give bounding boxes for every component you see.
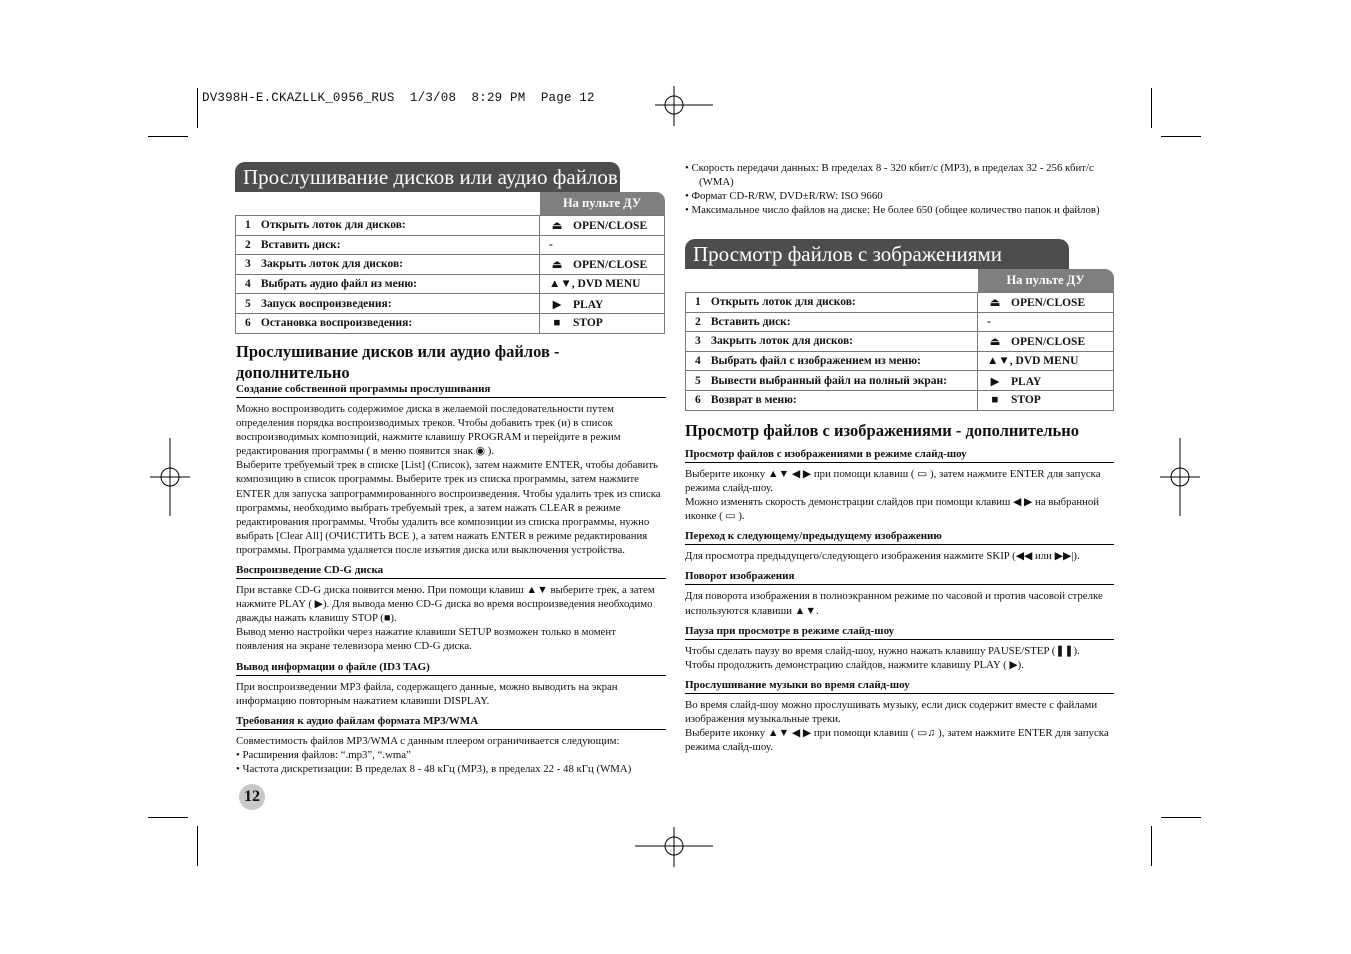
paragraph: Во время слайд-шоу можно прослушивать музыку, если диск содержит вместе с файлами изображения музыкальные треки. (685, 698, 1098, 725)
table-row: 5 Запуск воспроизведения: ▶ PLAY (236, 294, 665, 314)
paragraph: Выберите требуемый трек в списке [List] (Список), затем нажмите ENTER, чтобы добавить композицию в список программы. Выберите трек из списка программы, затем нажмите ENTER для запуска запрограммированного воспроизведения. Чтобы удалить трек из списка программы, необходимо выбрать требуемый трек, а затем нажать CLEAR в режиме редактирования программы. Чтобы удалить все композиции из списка программы, нужно выбрать [Clear All] (ОЧИСТИТЬ ВСЕ ), а затем нажать ENTER в режиме редактирования программы. Программа удаляется после изъятия диска или выключения устройства. (236, 459, 661, 556)
extra-title: Просмотр файлов с изображениями - дополнительно (685, 421, 1080, 440)
subsection-title: Поворот изображения (685, 570, 1114, 585)
table-row: 6 Возврат в меню: ■ STOP (686, 390, 1114, 410)
right-body (685, 420, 1114, 754)
subsection-title: Требования к аудио файлам формата MP3/WMA (236, 715, 666, 730)
paragraph: Можно воспроизводить содержимое диска в желаемой последовательности путем определения порядка воспроизводимых треков. Чтобы добавить трек (и) в список воспроизводимых композиций, нажмите клавишу PROGRAM и перейдите в режим редактирования программы ( в меню появится знак ◉ ). (236, 403, 621, 458)
play-icon: ▶ (552, 298, 562, 311)
extra-title: Прослушивание дисков или аудио файлов - дополнительно (236, 342, 560, 382)
crop-mark (1151, 826, 1152, 866)
table-row: 1 Открыть лоток для дисков: ⏏ OPEN/CLOSE (686, 293, 1114, 313)
print-header: DV398H-E.CKAZLLK_0956_RUS 1/3/08 8:29 PM Page 12 (202, 91, 595, 105)
crop-mark (1151, 88, 1152, 128)
paragraph: Для поворота изображения в полноэкранном режиме по часовой и против часовой стрелке используются клавиши ▲▼. (685, 590, 1103, 617)
paragraph: Выберите иконку ▲▼ ◀ ▶ при помощи клавиш ( ▭ ), затем нажмите ENTER для запуска режима слайд-шоу. (685, 468, 1101, 495)
list-item: • Расширения файлов: “.mp3”, “.wma” (236, 748, 411, 761)
crop-mark (148, 817, 188, 818)
subsection-title: Пауза при просмотре в режиме слайд-шоу (685, 625, 1114, 640)
crop-mark (197, 826, 198, 866)
table-row: 1 Открыть лоток для дисков: ⏏ OPEN/CLOSE (236, 216, 665, 236)
eject-icon: ⏏ (551, 220, 563, 233)
list-item: • Формат CD-R/RW, DVD±R/RW: ISO 9660 (685, 190, 883, 203)
subsection-title: Вывод информации о файле (ID3 TAG) (236, 661, 666, 676)
stop-icon: ■ (991, 394, 999, 407)
list-item: • Скорость передачи данных: В пределах 8 - 320 кбит/с (MP3), в пределах 32 - 256 кбит/с (WMA) (685, 162, 1094, 189)
table-row: 2 Вставить диск: - (236, 235, 665, 255)
paragraph: Выберите иконку ▲▼ ◀ ▶ при помощи клавиш ( ▭♫ ), затем нажмите ENTER для запуска режима слайд-шоу. (685, 727, 1109, 754)
paragraph: Для просмотра предыдущего/следующего изображения нажмите SKIP (◀◀ или ▶▶|). (685, 550, 1080, 563)
crop-mark (197, 88, 198, 128)
subsection-title: Просмотр файлов с изображениями в режиме слайд-шоу (685, 448, 1114, 463)
subsection-title: Создание собственной программы прослушивания (236, 383, 666, 398)
paragraph: Чтобы сделать паузу во время слайд-шоу, нужно нажать клавишу PAUSE/STEP (❚❚). (685, 644, 1080, 657)
table-row: 5 Вывести выбранный файл на полный экран: ▶ PLAY (686, 371, 1114, 391)
play-icon: ▶ (990, 375, 1000, 388)
eject-icon: ⏏ (551, 259, 563, 272)
paragraph: Вывод меню настройки через нажатие клавиши SETUP возможен только в момент появления на экране телевизора меню CD-G диска. (236, 626, 616, 653)
eject-icon: ⏏ (989, 336, 1001, 349)
section-title: Просмотр файлов с зображениями (685, 239, 1069, 269)
subsection-title: Переход к следующему/предыдущему изображению (685, 530, 1114, 545)
crop-mark (1161, 817, 1201, 818)
crop-mark (1161, 136, 1201, 137)
right-bullets (685, 161, 1113, 217)
right-control-table (685, 269, 1114, 411)
table-row: 3 Закрыть лоток для дисков: ⏏ OPEN/CLOSE (686, 332, 1114, 352)
list-item: • Частота дискретизации: В пределах 8 - 48 кГц (MP3), в пределах 22 - 48 кГц (WMA) (236, 762, 632, 775)
left-control-table (235, 192, 665, 334)
stop-icon: ■ (553, 317, 561, 330)
paragraph: Можно изменять скорость демонстрации слайдов при помощи клавиш ◀ ▶ на выбранной иконке ( ▭ ). (685, 496, 1100, 523)
subsection-title: Воспроизведение CD-G диска (236, 564, 666, 579)
page-number: 12 (239, 784, 265, 810)
table-row: 6 Остановка воспроизведения: ■ STOP (236, 313, 665, 333)
list-item: • Максимальное число файлов на диске: Не более 650 (общее количество папок и файлов) (685, 204, 1100, 217)
remote-header: На пульте ДУ (978, 269, 1114, 293)
paragraph: Совместимость файлов MP3/WMA с данным плеером ограничивается следующим: (236, 734, 620, 747)
paragraph: При вставке CD-G диска появится меню. При помощи клавиш ▲▼ выберите трек, а затем нажмите PLAY ( ▶). Для вывода меню CD-G диска во время воспроизведения необходимо дважды нажать клавишу STOP (■). (236, 584, 655, 625)
table-row: 4 Выбрать аудио файл из меню: ▲▼, DVD MENU (236, 274, 665, 294)
section-title: Прослушивание дисков или аудио файлов (235, 162, 620, 192)
remote-header: На пульте ДУ (540, 192, 665, 216)
crop-mark (148, 136, 188, 137)
paragraph: При воспроизведении MP3 файла, содержащего данные, можно выводить на экран информацию повторным нажатием клавиши DISPLAY. (236, 680, 618, 707)
registration-mark-icon (655, 86, 713, 126)
left-body (236, 341, 666, 776)
table-row: 4 Выбрать файл с изображением из меню: ▲▼, DVD MENU (686, 351, 1114, 371)
registration-mark-icon (635, 827, 713, 867)
eject-icon: ⏏ (989, 297, 1001, 310)
registration-mark-icon (150, 438, 190, 516)
table-row: 3 Закрыть лоток для дисков: ⏏ OPEN/CLOSE (236, 255, 665, 275)
registration-mark-icon (1160, 438, 1200, 516)
paragraph: Чтобы продолжить демонстрацию слайдов, нажмите клавишу PLAY ( ▶). (685, 658, 1024, 671)
table-row: 2 Вставить диск: - (686, 312, 1114, 332)
subsection-title: Прослушивание музыки во время слайд-шоу (685, 679, 1114, 694)
